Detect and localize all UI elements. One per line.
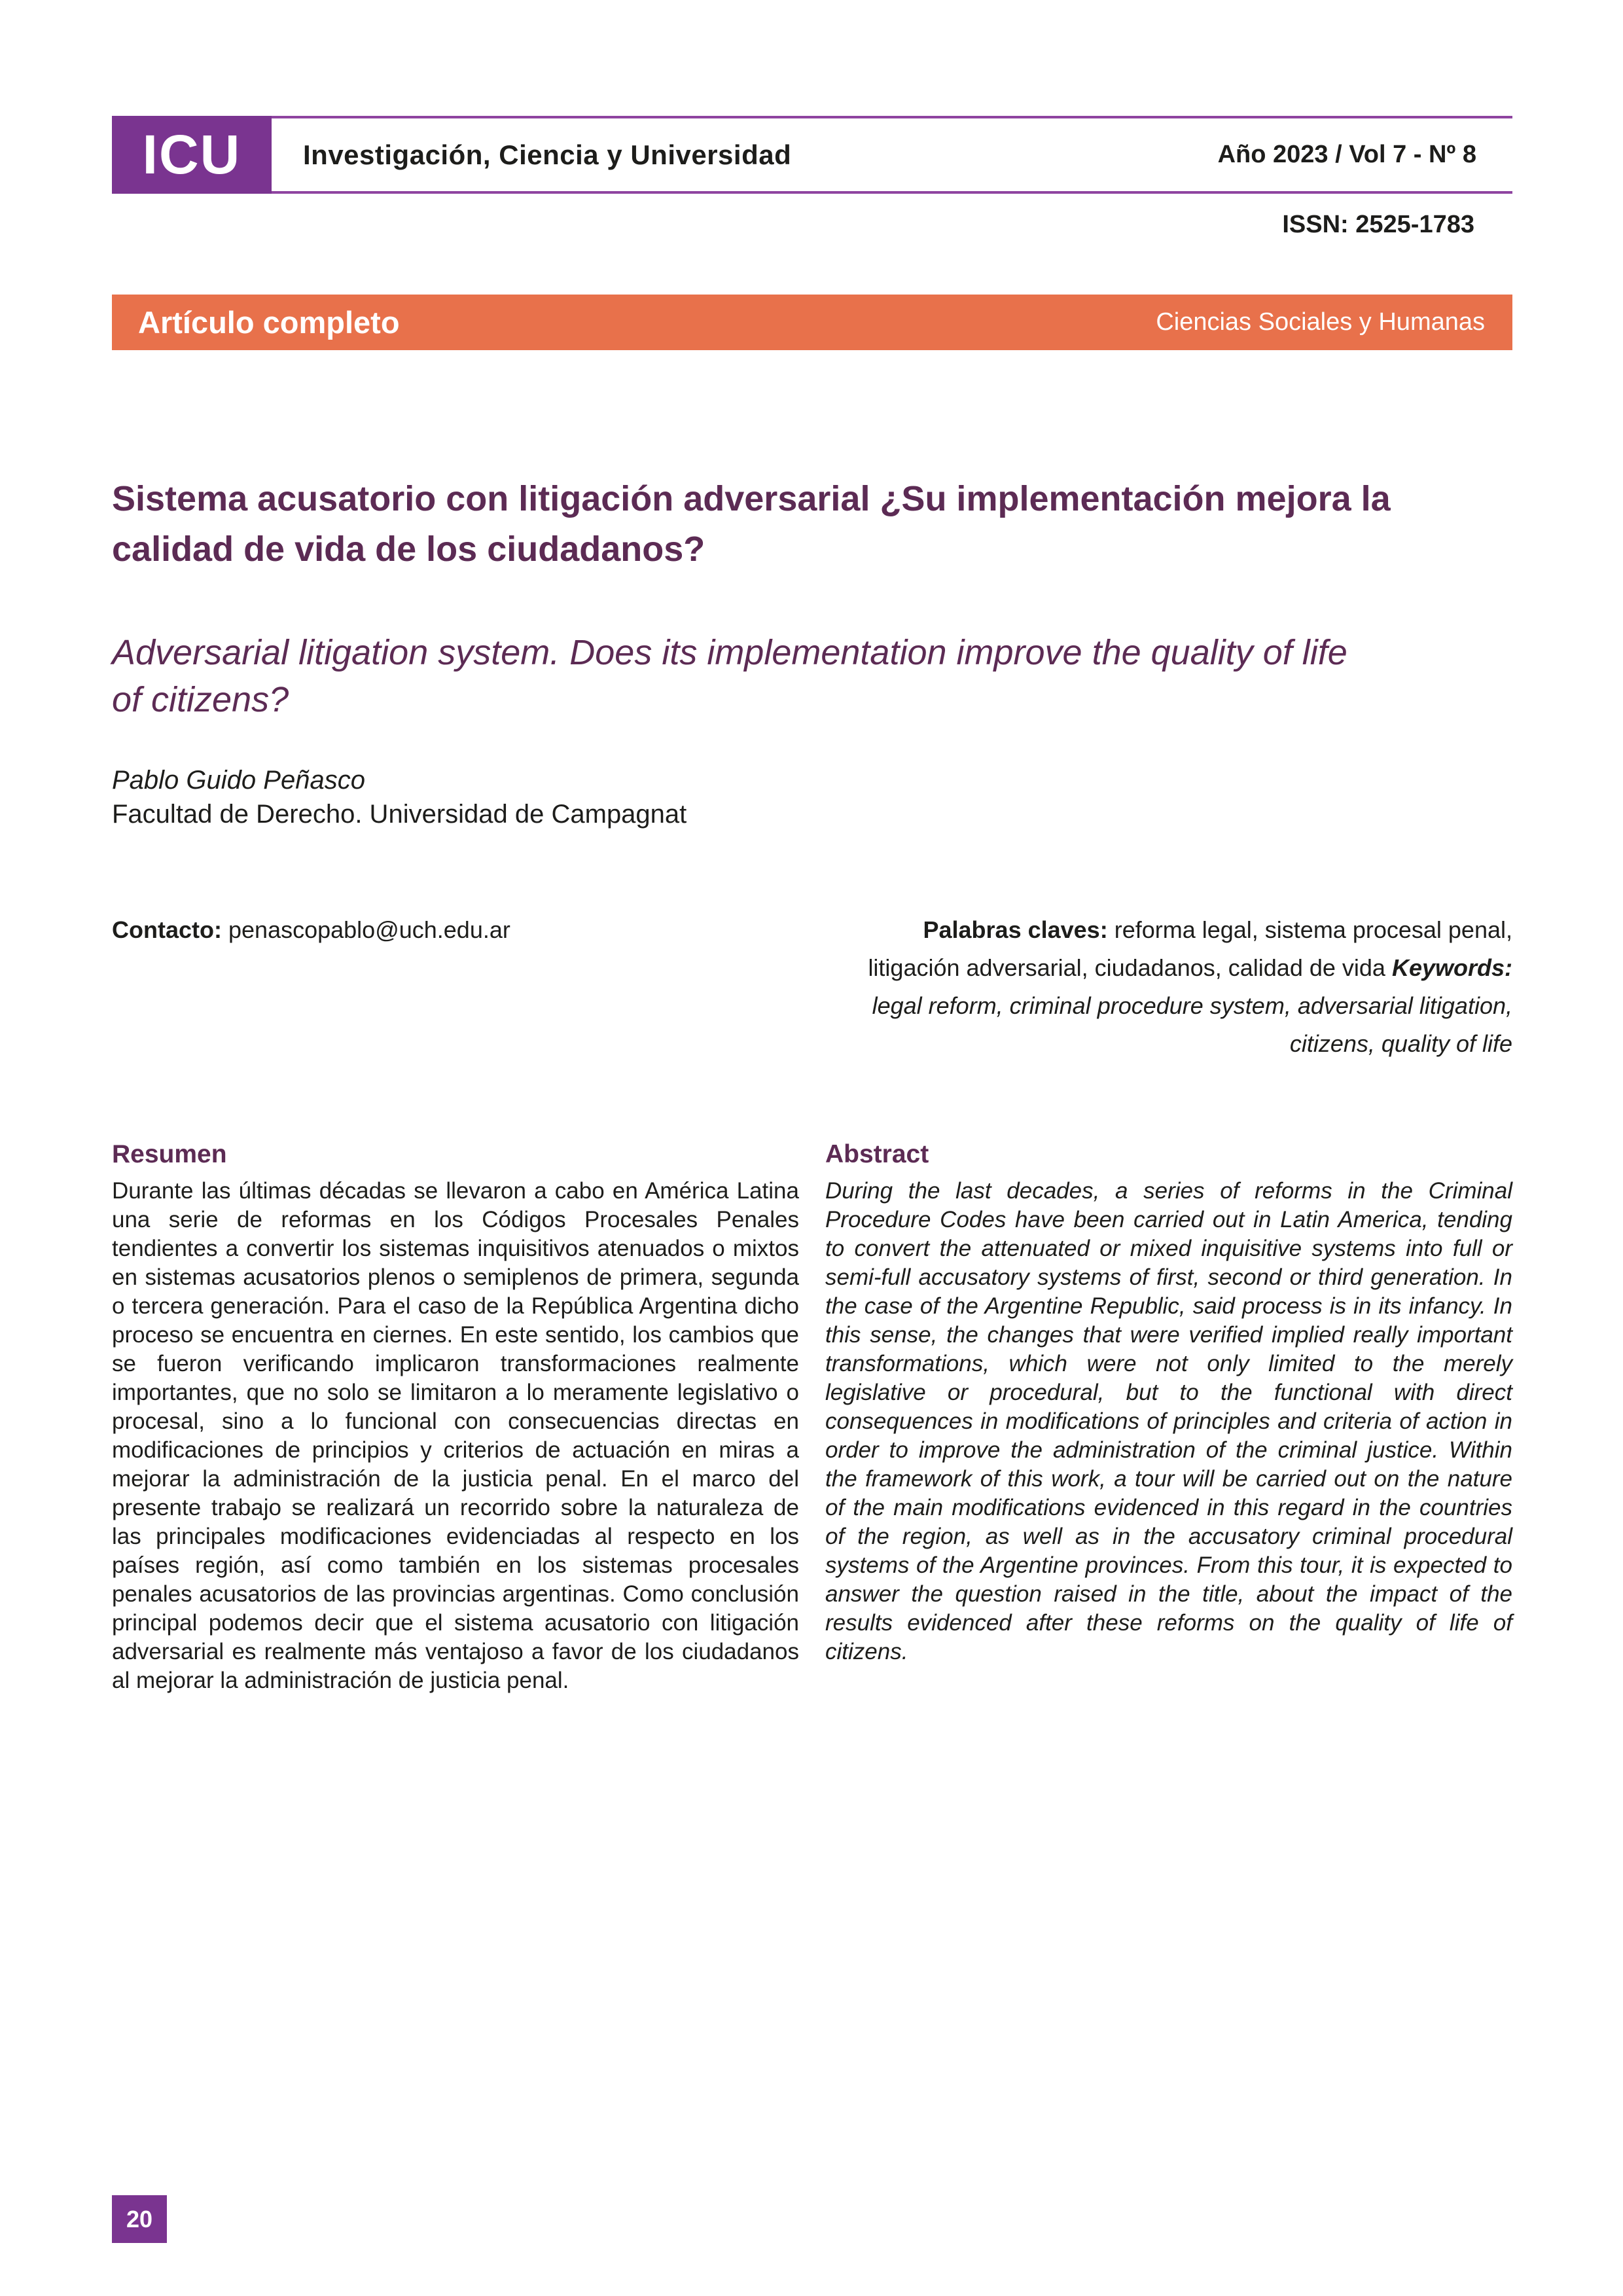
keywords-block — [858, 911, 1512, 1063]
abstract-column — [825, 1140, 1512, 1695]
journal-name: Investigación, Ciencia y Universidad — [303, 139, 792, 170]
article-title-spanish: Sistema acusatorio con litigación adversarial ¿Su implementación mejora la calidad de vida de los ciudadanos? — [112, 479, 1391, 569]
journal-header-band — [112, 116, 1512, 194]
article-type-label: Artículo completo — [138, 305, 400, 340]
issn: ISSN: 2525-1783 — [1282, 211, 1474, 238]
icu-logo-text: ICU — [142, 124, 241, 185]
author-block — [112, 763, 687, 831]
section-banner — [112, 295, 1512, 350]
resumen-column — [112, 1140, 799, 1695]
abstract-heading: Abstract — [825, 1140, 929, 1168]
page-number-box — [112, 2195, 167, 2243]
keywords-english-text: legal reform, criminal procedure system, adversarial litigation, citizens, quality of life — [872, 992, 1512, 1057]
resumen-heading: Resumen — [112, 1140, 227, 1168]
abstract-body: During the last decades, a series of reforms in the Criminal Procedure Codes have been carried out in Latin America, tending to convert the attenuated or mixed inquisitive systems into full or semi-full accusatory systems of first, second or third generation. In the case of the Argentine Republic, said process is in its infancy. In this sense, the changes that were verified implied really important transformations, which were not only limited to the merely legislative or procedural, but to the functional with direct consequences in modifications of principles and criteria of action in order to improve the administration of the criminal justice. Within the framework of this work, a tour will be carried out on the nature of the main modifications evidenced in this regard in the countries of the region, as well as in the accusatory criminal procedural systems of the Argentine provinces. From this tour, it is expected to answer the question raised in the title, about the impact of the results evidenced after these reforms on the quality of life of citizens. — [825, 1178, 1512, 1664]
article-title-english: Adversarial litigation system. Does its implementation improve the quality of life of citizens? — [112, 632, 1347, 719]
author-name: Pablo Guido Peñasco — [112, 766, 365, 795]
issue-info: Año 2023 / Vol 7 - Nº 8 — [1217, 141, 1476, 168]
contact-email: penascopablo@uch.edu.ar — [228, 916, 510, 943]
keywords-english-label: Keywords: — [1391, 954, 1512, 981]
meta-row — [112, 911, 1512, 1063]
keywords-spanish-text: reforma legal, sistema procesal penal, litigación adversarial, ciudadanos, calidad de vida — [868, 916, 1512, 981]
keywords-spanish-label: Palabras claves: — [923, 916, 1108, 943]
resumen-body: Durante las últimas décadas se llevaron a cabo en América Latina una serie de reformas en los Códigos Procesales Penales tendientes a convertir los sistemas inquisitivos atenuados o mixtos en sistemas acusatorios plenos o semiplenos de primera, segunda o tercera generación. Para el caso de la República Argentina dicho proceso se encuentra en ciernes. En este sentido, los cambios que se fueron verificando implicaron transformaciones realmente importantes, que no solo se limitaron a lo meramente legislativo o procesal, sino a lo funcional con consecuencias directas en modificaciones de principios y criterios de actuación en miras a mejorar la administración de la justicia penal. En el marco del presente trabajo se realizará un recorrido sobre la naturaleza de las principales modificaciones evidenciadas al respecto en los países región, así como también en los sistemas procesales penales acusatorios de las provincias argentinas. Como conclusión principal podemos decir que el sistema acusatorio con litigación adversarial es realmente más ventajoso a favor de los ciudadanos al mejorar la administración de justicia penal. — [112, 1178, 799, 1693]
contact-line — [112, 911, 510, 949]
author-affiliation: Facultad de Derecho. Universidad de Campagnat — [112, 800, 687, 829]
contact-label: Contacto: — [112, 916, 222, 943]
icu-logo — [112, 116, 272, 194]
abstract-columns — [112, 1140, 1512, 1695]
section-label: Ciencias Sociales y Humanas — [1156, 308, 1485, 336]
page-number: 20 — [126, 2205, 153, 2233]
